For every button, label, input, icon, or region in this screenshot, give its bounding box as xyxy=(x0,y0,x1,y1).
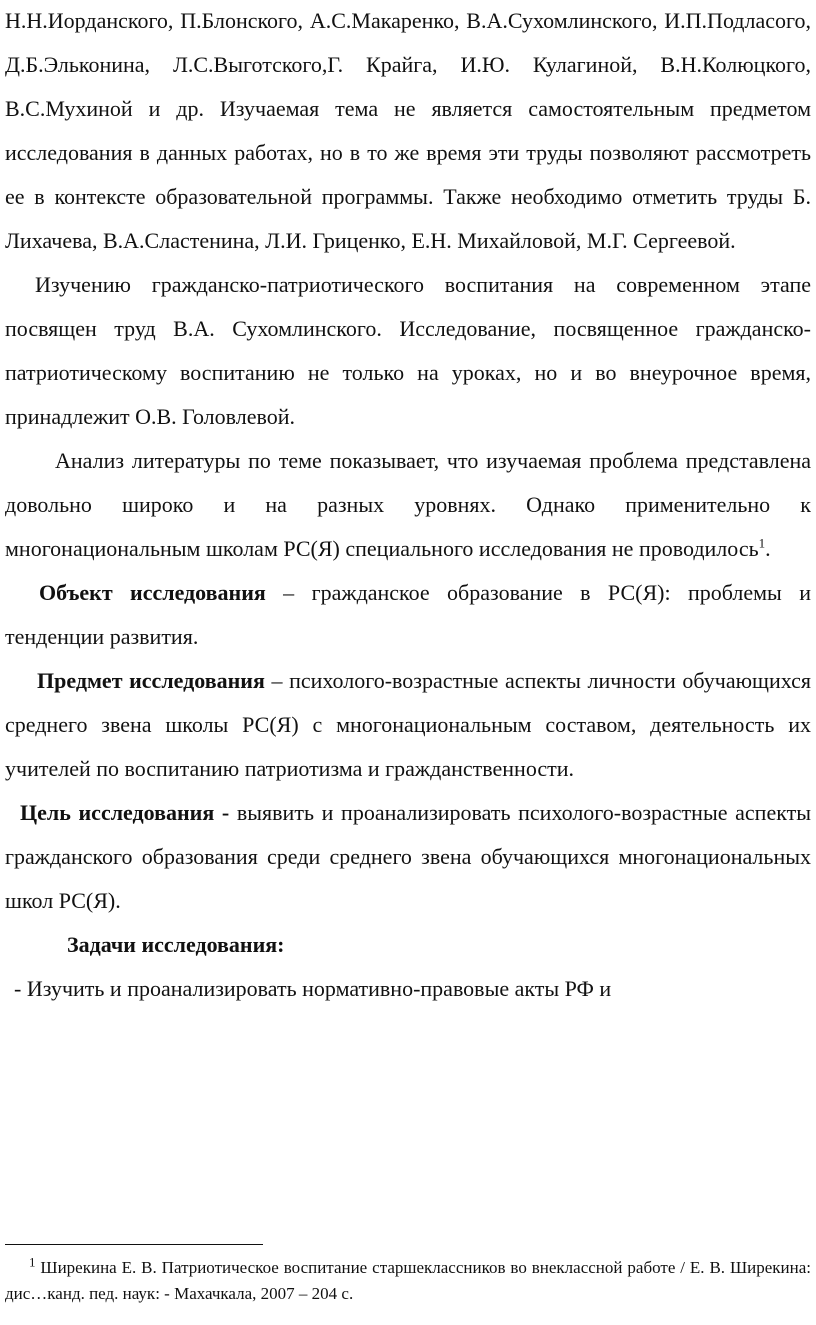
footnote-text: Ширекина Е. В. Патриотическое воспитание старшеклассников во внеклассной работе / Е. В. Ширекина: дис…канд. пед. наук: - Махачкала, 2007 – 204 с. xyxy=(5,1258,811,1303)
subject-label: Предмет исследования xyxy=(37,668,265,693)
paragraph-intro: Н.Н.Иорданского, П.Блонского, А.С.Макаренко, В.А.Сухомлинского, И.П.Подласого, Д.Б.Эльконина, Л.С.Выготского,Г. Крайга, И.Ю. Кулагиной, В.Н.Колюцкого, В.С.Мухиной и др. Изучаемая тема не является самостоятельным предметом исследования в данных работах, но в то же время эти труды позволяют рассмотреть ее в контексте образовательной программы. Также необходимо отметить труды Б. Лихачева, В.А.Сластенина, Л.И. Гриценко, Е.Н. Михайловой, М.Г. Сергеевой. xyxy=(5,8,811,253)
object-label: Объект исследования xyxy=(39,580,266,605)
paragraph-study: Изучению гражданско-патриотического воспитания на современном этапе посвящен труд В.А. Сухомлинского. Исследование, посвященное гражданско-патриотическому воспитанию не только на уроках, но и во внеурочное время, принадлежит О.В. Головлевой. xyxy=(5,272,811,429)
paragraph-subject xyxy=(5,659,811,791)
analysis-text: Анализ литературы по теме показывает, что изучаемая проблема представлена довольно широко и на разных уровнях. Однако применительно к многонациональным школам РС(Я) специального исследования не проводилось xyxy=(5,448,811,561)
footnote-reference[interactable]: 1 xyxy=(758,535,766,551)
paragraph-object xyxy=(5,571,811,659)
document-page xyxy=(5,0,811,1011)
task-item-1: - Изучить и проанализировать нормативно-правовые акты РФ и xyxy=(14,976,612,1001)
footnote-marker: 1 xyxy=(29,1254,36,1270)
paragraph-goal xyxy=(5,791,811,923)
object-text: – гражданское образование в РС(Я): проблемы и тенденции развития. xyxy=(5,580,811,649)
analysis-end: . xyxy=(765,536,771,561)
footnote-separator xyxy=(5,1244,263,1245)
tasks-heading-label: Задачи исследования: xyxy=(67,932,285,957)
tasks-heading xyxy=(5,923,811,967)
goal-text: выявить и проанализировать психолого-возрастные аспекты гражданского образования среди среднего звена обучающихся многонациональных школ РС(Я). xyxy=(5,800,812,913)
paragraph-analysis xyxy=(5,439,811,571)
subject-text: – психолого-возрастные аспекты личности обучающихся среднего звена школы РС(Я) с многонациональным составом, деятельность их учителей по воспитанию патриотизма и гражданственности. xyxy=(5,668,811,781)
footnote xyxy=(5,1255,811,1307)
goal-label: Цель исследования - xyxy=(20,800,230,825)
